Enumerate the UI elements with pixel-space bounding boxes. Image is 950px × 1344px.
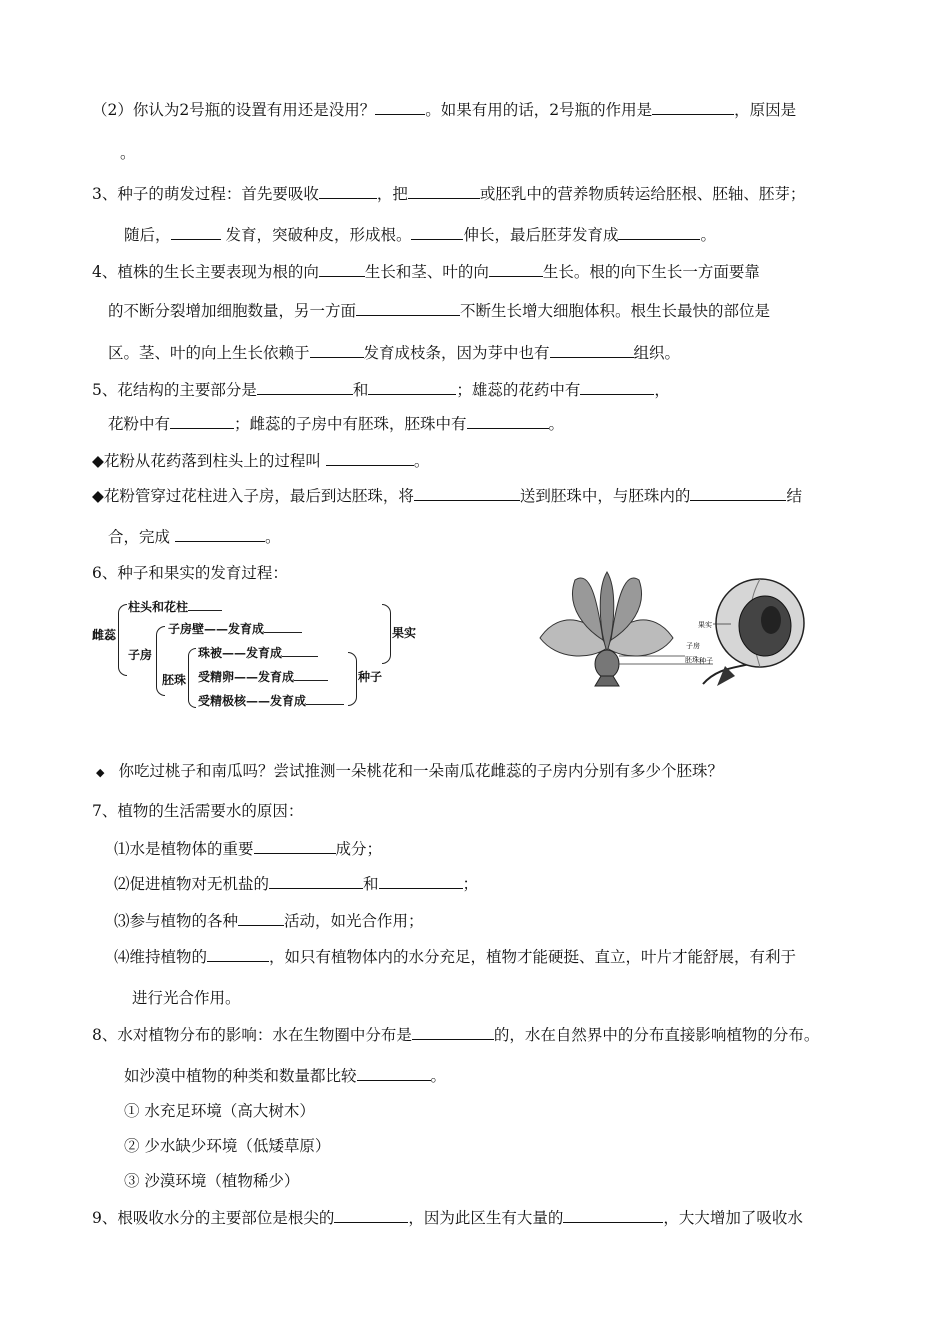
diamond-icon: ◆ — [96, 766, 105, 779]
blank[interactable] — [550, 343, 634, 358]
blank[interactable] — [563, 1208, 663, 1223]
q5-line5: 合，完成 。 — [108, 528, 281, 546]
q7-item1: ⑴水是植物体的重要 成分； — [114, 840, 383, 858]
q4-line1: 4、植株的生长主要表现为根的向 生长和茎、叶的向 生长。根的向下生长一方面要靠 — [92, 263, 760, 281]
fig-label-ovary: 子房 — [686, 643, 700, 650]
blank[interactable] — [618, 225, 700, 240]
blank[interactable] — [319, 262, 365, 277]
blank[interactable] — [690, 486, 786, 501]
blank[interactable] — [269, 874, 363, 889]
seed-label: 种子 — [358, 670, 383, 684]
q5-line4: ◆花粉管穿过花柱进入子房，最后到达胚珠，将 送到胚珠中，与胚珠内的 结 — [92, 487, 802, 505]
q6-title: 6、种子和果实的发育过程： — [92, 564, 288, 582]
peach-fruit-icon — [703, 579, 804, 686]
zygote-label: 受精卵——发育成 — [198, 668, 328, 685]
q5-line2: 花粉中有 ；雌蕊的子房中有胚珠，胚珠中有 。 — [108, 415, 565, 433]
stigma-style-label: 柱头和花柱 — [128, 598, 222, 615]
q4-line2: 的不断分裂增加细胞数量，另一方面 不断生长增大细胞体积。根生长最快的部位是 — [108, 302, 771, 320]
brace — [118, 604, 127, 676]
blank[interactable] — [368, 380, 456, 395]
blank[interactable] — [580, 380, 654, 395]
blank[interactable] — [408, 184, 480, 199]
blank[interactable] — [334, 1208, 408, 1223]
fruit-label: 果实 — [392, 626, 417, 640]
blank[interactable] — [652, 100, 734, 115]
brace — [382, 604, 391, 664]
q8-option-3: ③ 沙漠环境（植物稀少） — [124, 1172, 300, 1190]
blank[interactable] — [489, 262, 543, 277]
blank[interactable] — [379, 874, 463, 889]
q7-item4-cont: 进行光合作用。 — [132, 989, 241, 1007]
blank[interactable] — [411, 225, 463, 240]
fig-label-fruit: 果实 — [698, 622, 712, 629]
fig-label-ovule: 胚珠 — [685, 657, 699, 664]
q3-line2: 随后， 发育，突破种皮，形成根。 伸长，最后胚芽发育成 。 — [124, 226, 716, 244]
blank[interactable] — [356, 301, 460, 316]
blank[interactable] — [170, 414, 234, 429]
ovary-wall-label: 子房壁——发育成 — [168, 620, 302, 637]
q9-line1: 9、根吸收水分的主要部位是根尖的 ，因为此区生有大量的 ，大大增加了吸收水 — [92, 1209, 803, 1227]
q6-question: ◆ 你吃过桃子和南瓜吗？尝试推测一朵桃花和一朵南瓜花雌蕊的子房内分别有多少个胚珠？ — [96, 762, 723, 780]
blank[interactable] — [310, 343, 364, 358]
blank[interactable] — [414, 486, 520, 501]
q5-line3: ◆花粉从花药落到柱头上的过程叫 。 — [92, 452, 430, 470]
blank[interactable] — [171, 225, 221, 240]
ovary-label: 子房 — [128, 648, 153, 662]
q8-line2: 如沙漠中植物的种类和数量都比较 。 — [124, 1067, 447, 1085]
fig-label-seed: 种子 — [699, 658, 713, 665]
q5-line1: 5、花结构的主要部分是 和 ；雄蕊的花药中有 ， — [92, 381, 670, 399]
q7-item2: ⑵促进植物对无机盐的 和 ； — [114, 875, 479, 893]
flower-icon — [540, 572, 713, 686]
development-schematic — [92, 596, 432, 716]
q2-line2: 。 — [120, 144, 136, 162]
q4-line3: 区。茎、叶的向上生长依赖于 发育成枝条，因为芽中也有 组织。 — [108, 344, 681, 362]
q2-line1: （2）你认为2号瓶的设置有用还是没用？ 。如果有用的话，2号瓶的作用是 ，原因是 — [92, 101, 797, 119]
q3-line1: 3、种子的萌发过程：首先要吸收 ，把 或胚乳中的营养物质转运给胚根、胚轴、胚芽； — [92, 185, 806, 203]
integument-label: 珠被——发育成 — [198, 644, 318, 661]
q8-option-2: ② 少水缺少环境（低矮草原） — [124, 1137, 331, 1155]
brace — [348, 652, 357, 706]
flower-fruit-figure — [535, 568, 805, 690]
q8-option-1: ① 水充足环境（高大树木） — [124, 1102, 315, 1120]
q7-item3: ⑶参与植物的各种 活动，如光合作用； — [114, 912, 424, 930]
q7-title: 7、植物的生活需要水的原因： — [92, 802, 304, 820]
blank[interactable] — [175, 527, 265, 542]
pistil-label: 雌蕊 — [92, 628, 117, 642]
blank[interactable] — [357, 1066, 431, 1081]
q8-line1: 8、水对植物分布的影响：水在生物圈中分布是 的，水在自然界中的分布直接影响植物的分布。 — [92, 1026, 820, 1044]
blank[interactable] — [207, 947, 269, 962]
blank[interactable] — [375, 100, 425, 115]
polar-nucleus-label: 受精极核——发育成 — [198, 692, 344, 709]
blank[interactable] — [326, 451, 414, 466]
brace — [188, 648, 196, 708]
blank[interactable] — [257, 380, 353, 395]
blank[interactable] — [238, 911, 284, 926]
ovule-label: 胚珠 — [162, 673, 187, 687]
blank[interactable] — [254, 839, 336, 854]
blank[interactable] — [467, 414, 549, 429]
q7-item4: ⑷维持植物的 ，如只有植物体内的水分充足，植物才能硬挺、直立，叶片才能舒展，有利于 — [114, 948, 797, 966]
blank[interactable] — [319, 184, 377, 199]
blank[interactable] — [412, 1025, 494, 1040]
